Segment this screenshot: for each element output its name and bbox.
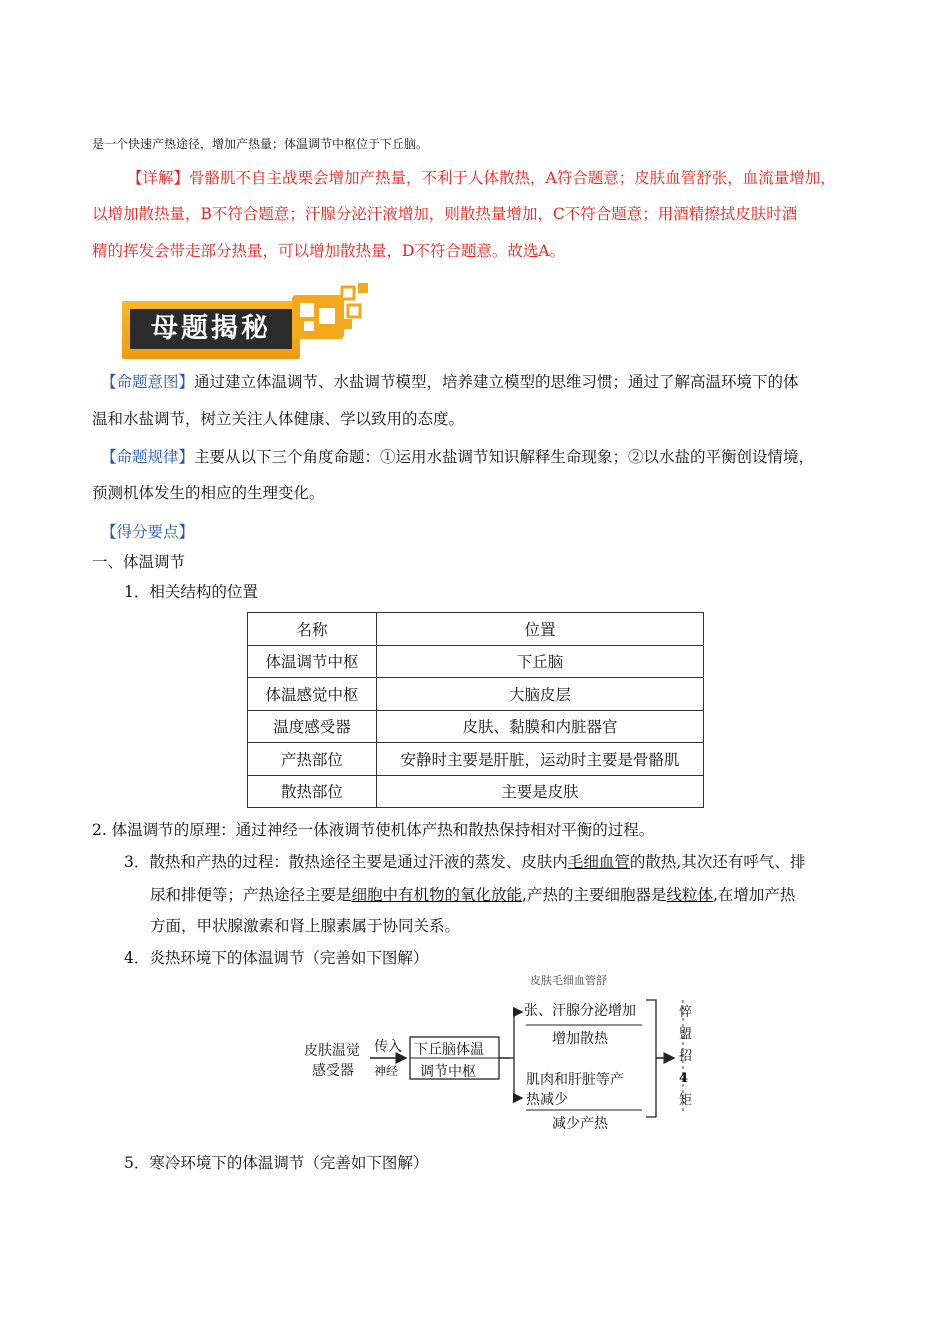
diagram-receptor-1: 皮肤温觉 bbox=[304, 1043, 360, 1059]
intent-text-1: 通过建立体温调节、水盐调节模型，培养建立模型的思维习惯；通过了解高温环境下的体 bbox=[194, 373, 799, 391]
item-5: 5．寒冷环境下的体温调节（完善如下图解） bbox=[124, 1154, 429, 1172]
table-cell: 温度感受器 bbox=[248, 710, 377, 743]
item-3-line-3: 方面，甲状腺激素和肾上腺素属于协同关系。 bbox=[150, 917, 461, 935]
table-header-position: 位置 bbox=[377, 613, 704, 646]
item-3-underline-2: 细胞中有机物的氧化放能 bbox=[351, 886, 523, 904]
rule-line-2: 预测机体发生的相应的生理变化。 bbox=[92, 484, 325, 502]
detail-line-1 bbox=[127, 167, 836, 189]
score-points-heading: 【得分要点】 bbox=[101, 523, 195, 541]
diagram-lower-1: 肌肉和肝脏等产 bbox=[526, 1072, 624, 1088]
table-header-row bbox=[248, 613, 704, 646]
table-cell: 主要是皮肤 bbox=[377, 775, 704, 808]
intent-line-1 bbox=[101, 371, 799, 393]
item-3-text-b: 的散热,其次还有呼气、排 bbox=[629, 853, 806, 871]
banner-decoration-icon bbox=[292, 283, 384, 355]
table-cell: 大脑皮层 bbox=[377, 678, 704, 711]
table-cell: 体温感觉中枢 bbox=[248, 678, 377, 711]
diagram-upper-2: 增加散热 bbox=[552, 1031, 608, 1047]
diagram-right-char: 矩 bbox=[679, 1093, 693, 1108]
diagram-upper-1: 张、汗腺分泌增加 bbox=[524, 1003, 636, 1019]
structure-position-table bbox=[247, 612, 704, 808]
diagram-center-2: 调节中枢 bbox=[420, 1064, 476, 1080]
banner-box bbox=[122, 301, 300, 359]
table-row bbox=[248, 678, 704, 711]
detail-tag: 【详解】 bbox=[127, 169, 190, 187]
diagram-lower-2: 热减少 bbox=[526, 1092, 568, 1108]
banner-title: 母题揭秘 bbox=[151, 313, 271, 344]
section-heading: 一、体温调节 bbox=[92, 553, 186, 571]
diagram-right-char: 4 bbox=[679, 1071, 689, 1086]
diagram-center-1: 下丘脑体温 bbox=[414, 1042, 484, 1058]
intent-line-2: 温和水盐调节，树立关注人体健康、学以致用的态度。 bbox=[92, 410, 465, 428]
item-3-text-a: 3．散热和产热的过程：散热途径主要是通过汗液的蒸发、皮肤内 bbox=[124, 853, 568, 871]
table-cell: 产热部位 bbox=[248, 743, 377, 776]
item-1: 1．相关结构的位置 bbox=[124, 583, 258, 601]
item-3-text-c: 尿和排便等；产热途径主要是 bbox=[150, 886, 352, 904]
diagram-right-char: 盟 bbox=[679, 1027, 693, 1042]
diagram-right-char: 悴 bbox=[679, 1005, 693, 1020]
item-3-line-1 bbox=[124, 851, 805, 873]
table-row bbox=[248, 710, 704, 743]
table-row bbox=[248, 775, 704, 808]
table-row bbox=[248, 743, 704, 776]
table-header-name: 名称 bbox=[248, 613, 377, 646]
rule-text-1: 主要从以下三个角度命题：①运用水盐调节知识解释生命现象；②以水盐的平衡创设情境， bbox=[194, 448, 815, 466]
item-3-line-2 bbox=[150, 884, 795, 906]
diagram-arrow-top: 传入 bbox=[374, 1039, 402, 1055]
rule-tag: 【命题规律】 bbox=[101, 448, 195, 466]
diagram-top-cut: 皮肤毛细血管舒 bbox=[530, 974, 607, 987]
item-3-underline-3: 线粒体 bbox=[666, 886, 713, 904]
diagram-lines bbox=[300, 972, 700, 1134]
detail-line-3: 精的挥发会带走部分热量，可以增加散热量，D不符合题意。故选A。 bbox=[92, 242, 566, 260]
detail-text-1: 骨骼肌不自主战栗会增加产热量，不利于人体散热，A符合题意；皮肤血管舒张，血流量增加， bbox=[189, 169, 836, 187]
item-3-text-e: ,在增加产热 bbox=[712, 886, 796, 904]
table-cell: 下丘脑 bbox=[377, 645, 704, 678]
item-4: 4．炎热环境下的体温调节（完善如下图解） bbox=[124, 949, 429, 967]
heat-regulation-diagram bbox=[300, 972, 700, 1134]
table-cell: 安静时主要是肝脏，运动时主要是骨骼肌 bbox=[377, 743, 704, 776]
diagram-lower-3: 减少产热 bbox=[552, 1116, 608, 1132]
table-cell: 体温调节中枢 bbox=[248, 645, 377, 678]
rule-line-1 bbox=[101, 446, 814, 468]
continued-text: 是一个快速产热途径，增加产热量；体温调节中枢位于下丘脑。 bbox=[92, 137, 429, 151]
intent-tag: 【命题意图】 bbox=[101, 373, 195, 391]
item-2: 2. 体温调节的原理：通过神经一体液调节使机体产热和散热保持相对平衡的过程。 bbox=[92, 821, 655, 839]
diagram-arrow-bottom: 神经 bbox=[374, 1064, 399, 1078]
table-row bbox=[248, 645, 704, 678]
table-cell: 皮肤、黏膜和内脏器官 bbox=[377, 710, 704, 743]
diagram-right-column bbox=[679, 1002, 692, 1112]
item-3-underline-1: 毛细血管 bbox=[567, 853, 630, 871]
item-3-text-d: ,产热的主要细胞器是 bbox=[522, 886, 667, 904]
table-cell: 散热部位 bbox=[248, 775, 377, 808]
section-banner bbox=[122, 283, 384, 361]
diagram-right-char: 招 bbox=[679, 1049, 693, 1064]
diagram-receptor-2: 感受器 bbox=[312, 1063, 354, 1079]
detail-line-2: 以增加散热量，B不符合题意；汗腺分泌汗液增加，则散热量增加，C不符合题意；用酒精擦拭皮肤时酒 bbox=[92, 205, 798, 223]
